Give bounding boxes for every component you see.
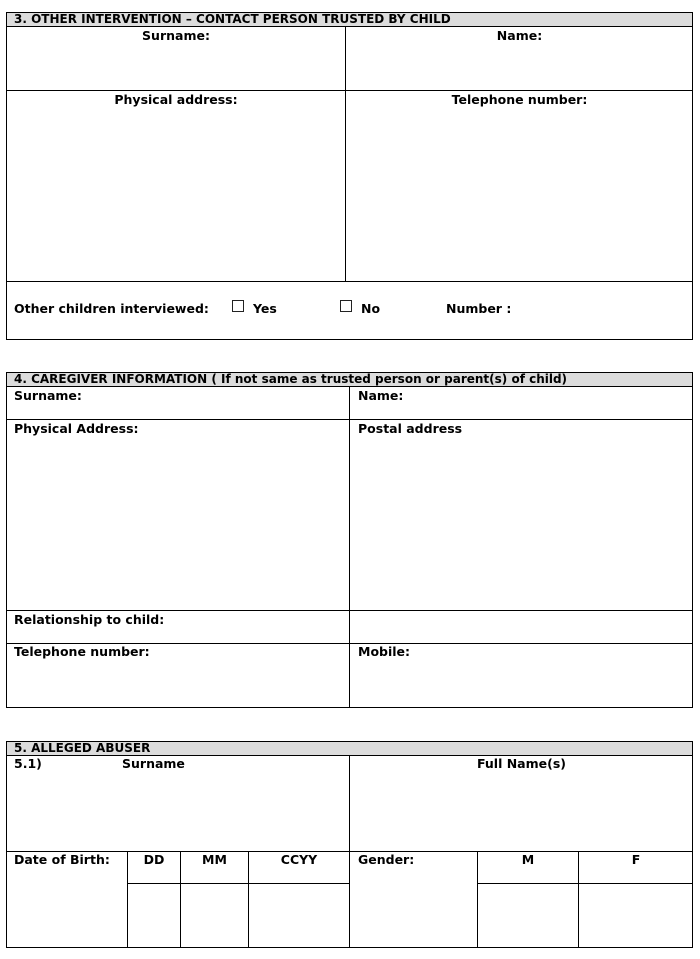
section-5-header xyxy=(6,741,693,756)
no-label: No xyxy=(361,301,381,316)
gender-f-label: F xyxy=(631,852,641,867)
s4-telephone-label: Telephone number: xyxy=(14,644,150,659)
s3-number-field[interactable] xyxy=(512,295,682,323)
section-4-row-divider-2 xyxy=(7,610,692,611)
s4-mobile-field[interactable] xyxy=(352,662,691,706)
section-3-header xyxy=(6,12,693,27)
s3-physical-address-field[interactable] xyxy=(8,110,344,280)
s4-physical-address-label: Physical Address: xyxy=(14,421,139,436)
s4-name-field[interactable] xyxy=(405,388,691,418)
dd-field[interactable] xyxy=(129,885,179,946)
section-3-title: 3. OTHER INTERVENTION – CONTACT PERSON TRUSTED BY CHILD xyxy=(14,12,451,26)
s3-name-field[interactable] xyxy=(348,45,691,89)
s4-telephone-field[interactable] xyxy=(8,662,347,706)
s3-surname-field[interactable] xyxy=(8,45,344,89)
gender-header-divider xyxy=(477,883,692,884)
section-4-title: 4. CAREGIVER INFORMATION ( If not same as trusted person or parent(s) of child) xyxy=(14,372,568,386)
yes-checkbox[interactable] xyxy=(232,300,244,312)
s5-surname-field[interactable] xyxy=(8,774,347,850)
section-3-col-divider xyxy=(345,27,346,282)
s3-other-children-label: Other children interviewed: xyxy=(14,301,209,316)
s4-relationship-label: Relationship to child: xyxy=(14,612,165,627)
s4-postal-address-field[interactable] xyxy=(352,438,691,608)
s4-name-label: Name: xyxy=(358,388,404,403)
s3-name-label: Name: xyxy=(496,28,543,43)
ccyy-field[interactable] xyxy=(250,885,348,946)
s5-number-label: 5.1) xyxy=(14,756,42,771)
no-checkbox[interactable] xyxy=(340,300,352,312)
ccyy-label: CCYY xyxy=(280,852,318,867)
s4-mobile-label: Mobile: xyxy=(358,644,411,659)
section-3-row-divider-1 xyxy=(7,90,692,91)
mm-label: MM xyxy=(202,852,227,867)
dd-label: DD xyxy=(143,852,165,867)
gender-f-field[interactable] xyxy=(580,885,691,946)
s3-surname-label: Surname: xyxy=(142,28,210,43)
section-5-title: 5. ALLEGED ABUSER xyxy=(14,741,151,755)
gender-m-label: M xyxy=(521,852,535,867)
s3-telephone-label: Telephone number: xyxy=(451,92,588,107)
section-4-header xyxy=(6,372,693,387)
s3-telephone-field[interactable] xyxy=(348,110,691,280)
section-4-col-divider xyxy=(349,387,350,707)
s4-surname-field[interactable] xyxy=(80,388,346,418)
s4-postal-address-label: Postal address xyxy=(358,421,463,436)
s5-dob-label: Date of Birth: xyxy=(14,852,110,867)
s3-number-label: Number : xyxy=(446,301,512,316)
section-3-row-divider-2 xyxy=(7,281,692,282)
s4-relationship-field[interactable] xyxy=(352,612,691,642)
dob-header-divider xyxy=(127,883,349,884)
s5-gender-label: Gender: xyxy=(358,852,415,867)
s3-physical-address-label: Physical address: xyxy=(114,92,238,107)
s5-surname-label: Surname xyxy=(122,756,185,771)
gender-m-field[interactable] xyxy=(479,885,577,946)
s5-full-names-field[interactable] xyxy=(352,774,691,850)
s4-surname-label: Surname: xyxy=(14,388,82,403)
section-4-row-divider-1 xyxy=(7,419,692,420)
s4-physical-address-field[interactable] xyxy=(8,438,347,608)
mm-field[interactable] xyxy=(182,885,247,946)
s5-full-names-label: Full Name(s) xyxy=(476,756,566,771)
yes-label: Yes xyxy=(253,301,277,316)
